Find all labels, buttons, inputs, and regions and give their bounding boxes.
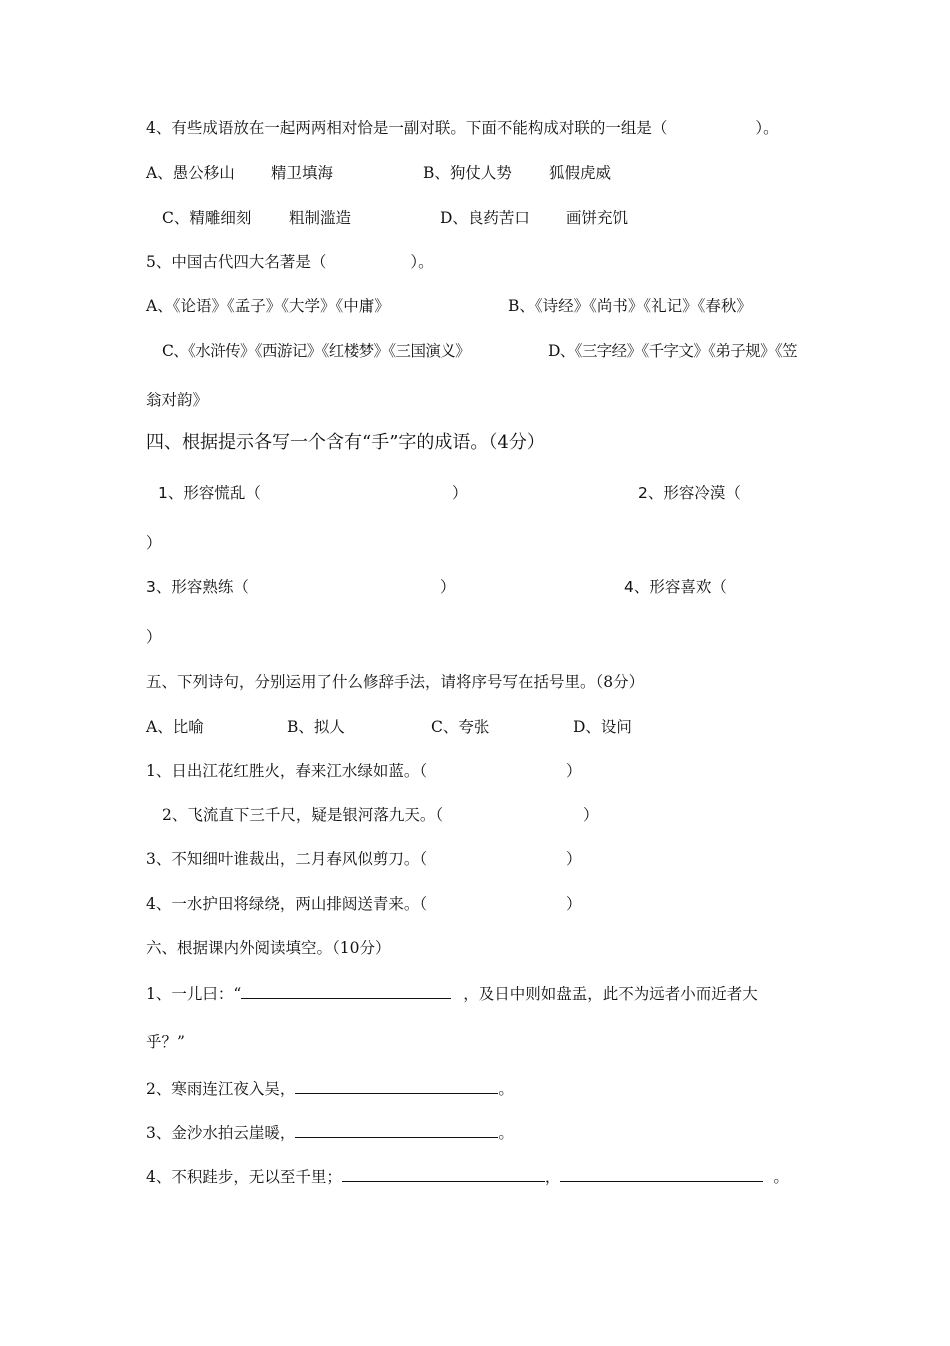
q4-option-b: B、狗仗人势 <box>423 164 512 182</box>
sec6-line-4-text: 4、不积跬步，无以至千里； <box>146 1168 342 1186</box>
q4-option-d: D、良药苦口 <box>440 209 530 227</box>
sec6-line-2 <box>146 1077 514 1100</box>
sec4-item-4-close: ） <box>146 628 162 646</box>
sec5-line-4-close: ） <box>566 895 582 913</box>
sec6-line-3 <box>146 1121 514 1144</box>
q4-option-a-pair: 精卫填海 <box>271 164 334 182</box>
sec4-item-3-close: ） <box>440 578 456 596</box>
q5-stem <box>146 251 434 273</box>
sec6-line-4 <box>146 1165 789 1188</box>
sec6-line-1-start: 1、一儿曰：“ <box>146 985 242 1003</box>
sec6-line-3-text: 3、金沙水拍云崖暖， <box>146 1124 296 1142</box>
q5-stem-text: 5、中国古代四大名著是（ <box>146 253 327 271</box>
sec5-option-c: C、夸张 <box>431 718 490 736</box>
q4-option-c-pair: 粗制滥造 <box>289 209 352 227</box>
answer-blank[interactable] <box>295 1077 498 1094</box>
sec6-line-3-period: 。 <box>498 1124 514 1142</box>
q5-stem-end: ）。 <box>410 253 434 271</box>
sec4-item-3: 3、形容熟练（ <box>146 578 249 596</box>
q4-stem-end: ）。 <box>755 119 779 137</box>
sec6-line-1 <box>146 982 758 1005</box>
q4-option-c: C、精雕细刻 <box>162 209 252 227</box>
q5-option-d-continued: 翁对韵》 <box>146 391 209 409</box>
section-4-title: 四、根据提示各写一个含有“手”字的成语。（4分） <box>146 432 545 453</box>
sec5-line-3: 3、不知细叶谁裁出，二月春风似剪刀。（ <box>146 850 428 868</box>
sec4-item-2: 2、形容冷漠（ <box>638 484 741 502</box>
q5-option-b: B、《诗经》《尚书》《礼记》《春秋》 <box>508 297 752 315</box>
sec5-option-d: D、设问 <box>573 718 632 736</box>
q4-stem <box>146 117 779 139</box>
answer-blank[interactable] <box>342 1165 545 1182</box>
sec5-line-2-close: ） <box>583 806 599 824</box>
sec5-line-4: 4、一水护田将绿绕，两山排闼送青来。（ <box>146 895 428 913</box>
sec5-option-b: B、拟人 <box>287 718 345 736</box>
q4-option-b-pair: 狐假虎威 <box>549 164 612 182</box>
sec5-line-1: 1、日出江花红胜火，春来江水绿如蓝。（ <box>146 762 428 780</box>
q5-option-d: D、《三字经》《千字文》《弟子规》《笠 <box>548 342 798 360</box>
section-5-title: 五、下列诗句，分别运用了什么修辞手法，请将序号写在括号里。（8分） <box>146 673 645 691</box>
q4-stem-text: 4、有些成语放在一起两两相对恰是一副对联。下面不能构成对联的一组是（ <box>146 119 668 137</box>
q5-option-a: A、《论语》《孟子》《大学》《中庸》 <box>146 297 390 315</box>
answer-blank[interactable] <box>241 982 451 999</box>
sec6-line-1-continued: 乎？” <box>146 1033 185 1051</box>
q4-option-d-pair: 画饼充饥 <box>566 209 629 227</box>
q4-option-a: A、愚公移山 <box>146 164 235 182</box>
sec6-line-2-text: 2、寒雨连江夜入吴， <box>146 1080 296 1098</box>
sec6-line-4-comma: ， <box>544 1168 561 1186</box>
sec4-item-4: 4、形容喜欢（ <box>624 578 727 596</box>
sec5-line-1-close: ） <box>566 762 582 780</box>
answer-blank[interactable] <box>560 1165 763 1182</box>
sec4-item-1: 1、形容慌乱（ <box>158 484 261 502</box>
sec6-line-4-period: 。 <box>773 1168 789 1186</box>
sec4-item-1-close: ） <box>452 484 468 502</box>
sec5-option-a: A、比喻 <box>146 718 204 736</box>
q5-option-c: C、《水浒传》《西游记》《红楼梦》《三国演义》 <box>162 342 471 360</box>
sec5-line-3-close: ） <box>566 850 582 868</box>
sec4-item-2-close: ） <box>146 534 162 552</box>
sec5-line-2: 2、飞流直下三千尺，疑是银河落九天。（ <box>162 806 444 824</box>
sec6-line-1-end: ，及日中则如盘盂，此不为远者小而近者大 <box>463 985 758 1003</box>
answer-blank[interactable] <box>295 1121 498 1138</box>
sec6-line-2-period: 。 <box>498 1080 514 1098</box>
section-6-title: 六、根据课内外阅读填空。（10分） <box>146 939 391 957</box>
